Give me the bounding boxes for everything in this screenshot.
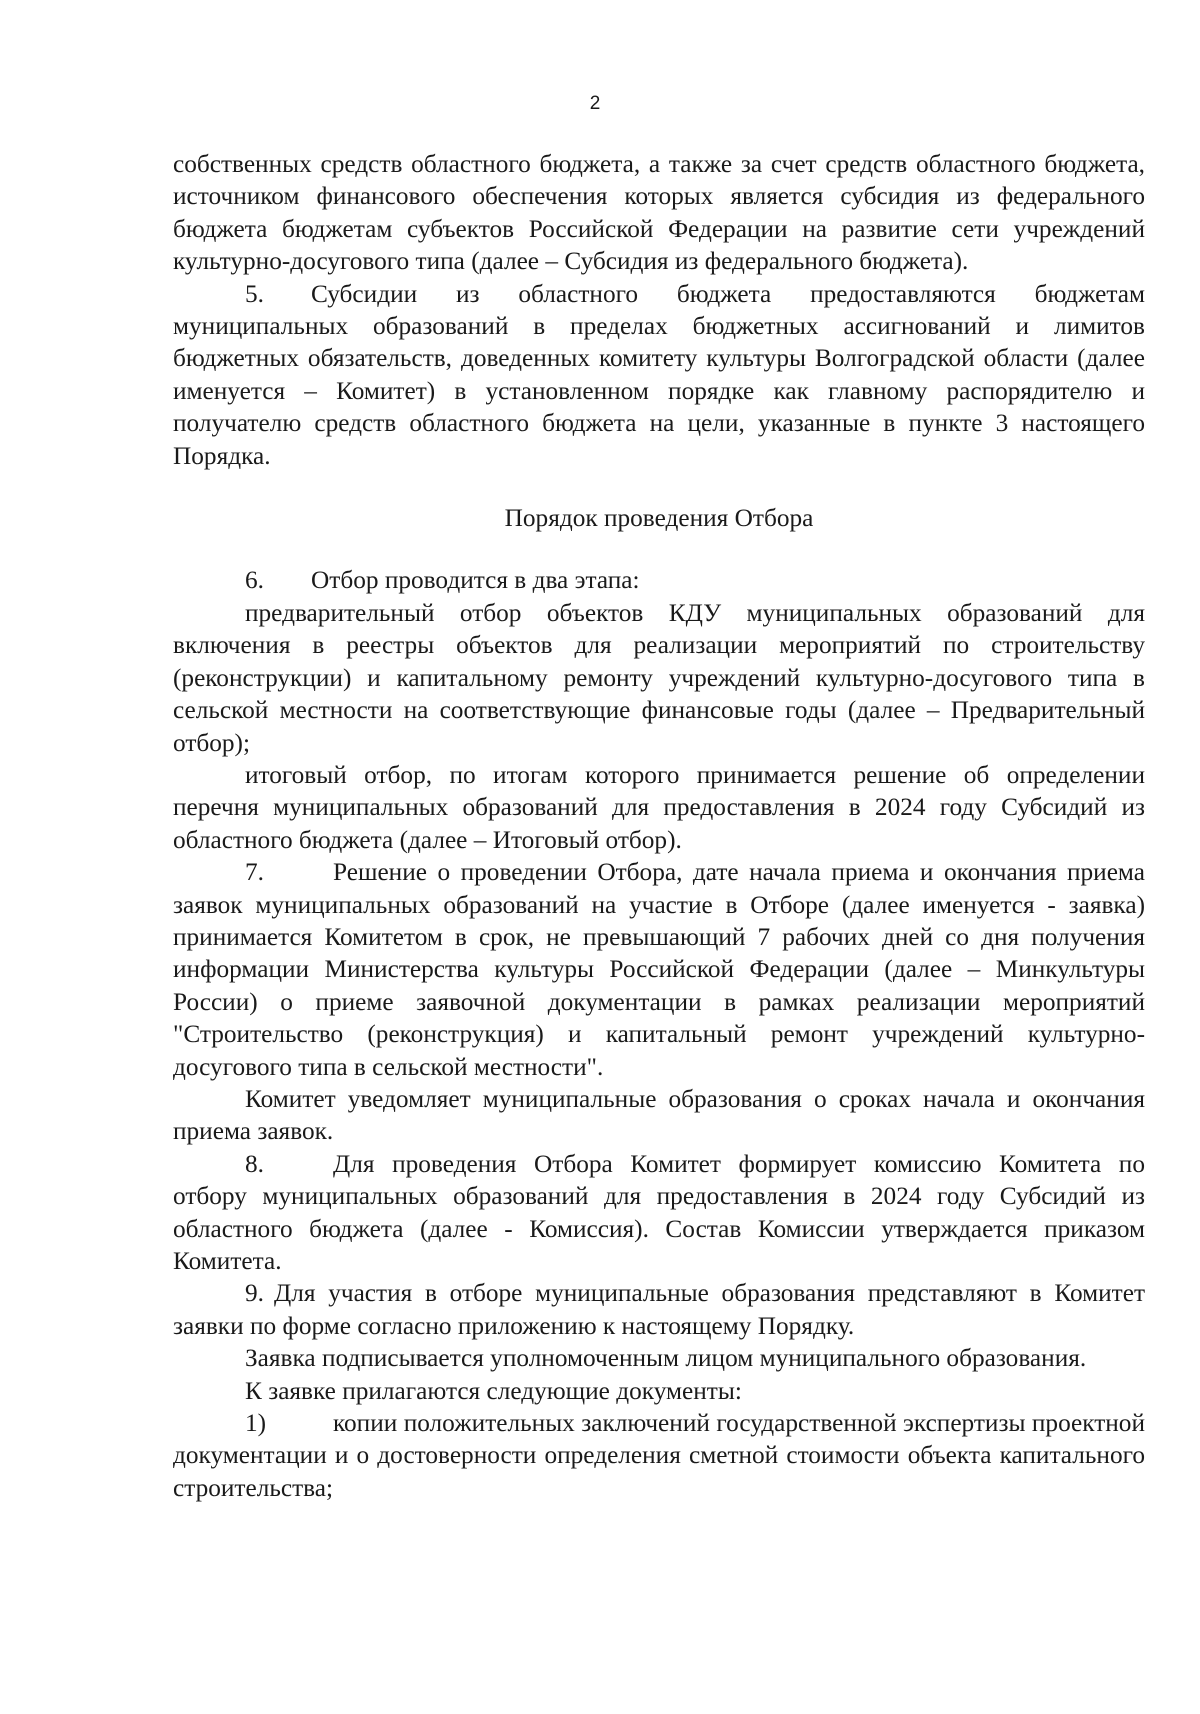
- paragraph-notification: [173, 1083, 1145, 1148]
- page-number: 2: [589, 93, 601, 114]
- paragraph-text: К заявке прилагаются следующие документы:: [245, 1376, 742, 1405]
- paragraph-final-selection: [173, 759, 1145, 856]
- paragraph-number: 8.: [245, 1149, 264, 1178]
- section-heading: Порядок проведения Отбора: [504, 504, 814, 533]
- paragraph-text: Решение о проведении Отбора, дате начала приема и окончания приема заявок муниципальных образований на участие в Отборе (далее именуется - заявка) принимается Комитетом в срок, не превышающий 7 рабочих дней со дня получения информации Министерства культуры Российской Федерации (далее – Минкультуры России) о приеме заявочной документации в рамках реализации мероприятий "Строительство (реконструкция) и капитальный ремонт учреждений культурно-досугового типа в сельской местности".: [173, 858, 1145, 1081]
- list-item-1: [173, 1407, 1145, 1504]
- paragraph-attachments-intro: [173, 1375, 1145, 1407]
- document-body: [173, 148, 1145, 1504]
- paragraph-number: 6.: [245, 566, 264, 595]
- paragraph-number: 7.: [245, 858, 264, 887]
- paragraph-text: Субсидии из областного бюджета предоставляются бюджетам муниципальных образований в пределах бюджетных ассигнований и лимитов бюджетных обязательств, доведенных комитету культуры Волгоградской области (далее именуется – Комитет) в установленном порядке как главному распорядителю и получателю средств областного бюджета на цели, указанные в пункте 3 настоящего Порядка.: [173, 279, 1145, 470]
- paragraph-text: собственных средств областного бюджета, а также за счет средств областного бюджета, источником финансового обеспечения которых является субсидия из федерального бюджета бюджетам субъектов Российской Федерации на развитие сети учреждений культурно-досугового типа (далее – Субсидия из федерального бюджета).: [173, 150, 1145, 276]
- paragraph-text: Для проведения Отбора Комитет формирует комиссию Комитета по отбору муниципальных образований для предоставления в 2024 году Субсидий из областного бюджета (далее - Комиссия). Состав Комиссии утверждается приказом Комитета.: [173, 1149, 1145, 1275]
- paragraph-number: 9.: [245, 1279, 264, 1308]
- paragraph-text: предварительный отбор объектов КДУ муниципальных образований для включения в реестры объектов для реализации мероприятий по строительству (реконструкции) и капитальному ремонту учреждений культурно-досугового типа в сельской местности на соответствующие финансовые годы (далее – Предварительный отбор);: [173, 598, 1145, 757]
- paragraph-continuation: [173, 148, 1145, 278]
- paragraph-text: Заявка подписывается уполномоченным лицом муниципального образования.: [245, 1344, 1087, 1373]
- paragraph-text: Для участия в отборе муниципальные образования представляют в Комитет заявки по форме согласно приложению к настоящему Порядку.: [173, 1279, 1145, 1340]
- paragraph-7: [173, 856, 1145, 1083]
- paragraph-signature: [173, 1342, 1145, 1374]
- paragraph-5: [173, 278, 1145, 472]
- paragraph-9: [173, 1277, 1145, 1342]
- paragraph-text: итоговый отбор, по итогам которого принимается решение об определении перечня муниципальных образований для предоставления в 2024 году Субсидий из областного бюджета (далее – Итоговый отбор).: [173, 760, 1145, 854]
- list-item-number: 1): [245, 1409, 267, 1438]
- spacer: [173, 472, 1145, 502]
- paragraph-text: Комитет уведомляет муниципальные образования о сроках начала и окончания приема заявок.: [173, 1084, 1145, 1146]
- list-item-text: копии положительных заключений государственной экспертизы проектной документации и о достоверности определения сметной стоимости объекта капитального строительства;: [173, 1409, 1145, 1502]
- paragraph-8: [173, 1148, 1145, 1278]
- spacer: [173, 534, 1145, 564]
- paragraph-text: Отбор проводится в два этапа:: [311, 566, 640, 595]
- paragraph-preliminary-selection: [173, 597, 1145, 759]
- paragraph-6: [173, 564, 1145, 596]
- paragraph-number: 5.: [245, 279, 264, 308]
